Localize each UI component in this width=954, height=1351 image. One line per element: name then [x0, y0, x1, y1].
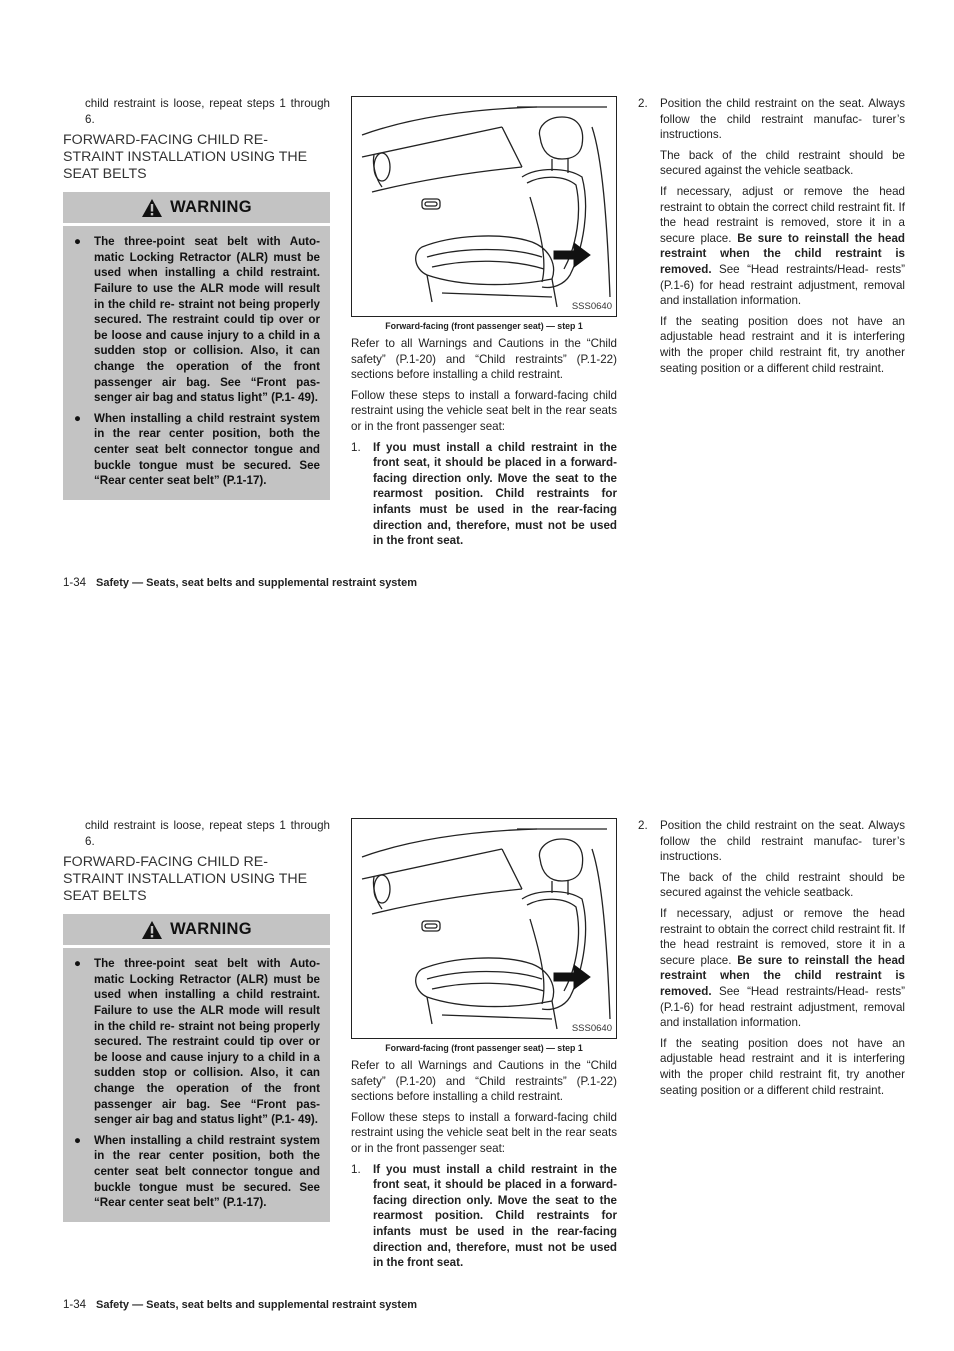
warning-header [63, 192, 330, 226]
head-restraint-paragraph [638, 184, 905, 309]
figure-code: SSS0640 [571, 1023, 612, 1034]
refer-paragraph: Refer to all Warnings and Cautions in the “Child safety” (P.1-20) and “Child restraints” (P.1-22) sections before installing a child restraint. [351, 337, 617, 382]
seat-drawing [352, 819, 617, 1039]
step-item [351, 1162, 617, 1271]
alternate-seat-paragraph: If the seating position does not have an adjustable head restraint and it is interfering with the proper child restraint fit, try another seating position or a different child restraint. [660, 1036, 905, 1097]
warning-header [63, 914, 330, 948]
refer-paragraph: Refer to all Warnings and Cautions in the “Child safety” (P.1-20) and “Child restraints” (P.1-22) sections before installing a child restraint. [351, 1059, 617, 1104]
bullet-icon: ● [74, 957, 82, 971]
left-column [63, 818, 330, 1222]
warning-item-text: The three-point seat belt with Auto- matic Locking Retractor (ALR) must be used when installing a child restraint. Failure to use the ALR mode will result in the child re- straint not being properly secured. The restraint could tip over or be loose and cause injury to a child in a sudden stop or collision. Also, it can change the operation of the front passenger air bag. See “Front pas- senger air bag and status light” (P.1- 49). [94, 235, 320, 405]
steps-list [351, 1162, 617, 1271]
bullet-icon: ● [74, 1133, 82, 1147]
steps-list-continued [638, 818, 905, 865]
step-item [638, 96, 905, 143]
seatback-paragraph: The back of the child restraint should be secured against the vehicle seatback. [660, 870, 905, 900]
steps-list-continued [638, 96, 905, 143]
step-text: If you must install a child restraint in the front seat, it should be placed in a forward-facing direction only. Move the seat to the rearmost position. Child restraints for infants must be used in the rear-facing direction and, therefore, must not be used in the front seat. [373, 1162, 617, 1270]
section-heading: FORWARD-FACING CHILD RE- STRAINT INSTALLATION USING THE SEAT BELTS [63, 854, 308, 905]
warning-item [73, 234, 320, 406]
middle-column [351, 96, 617, 549]
page-footer [63, 1299, 417, 1311]
figure-caption: Forward-facing (front passenger seat) — step 1 [385, 1043, 583, 1053]
manual-page-bottom [0, 722, 954, 1351]
continuation-text: child restraint is loose, repeat steps 1 through 6. [85, 97, 330, 126]
manual-page-top [0, 0, 954, 660]
warning-triangle-icon [141, 920, 163, 940]
page-footer [63, 577, 417, 589]
section-heading: FORWARD-FACING CHILD RE- STRAINT INSTALLATION USING THE SEAT BELTS [63, 132, 308, 183]
figure-code: SSS0640 [571, 301, 612, 312]
warning-list [63, 226, 330, 500]
step-text: Position the child restraint on the seat. Always follow the child restraint manufac- turer’s instructions. [660, 819, 905, 864]
right-column [638, 96, 905, 376]
page-number: 1-34 [63, 1299, 87, 1311]
seat-drawing [352, 97, 617, 317]
warning-item [73, 411, 320, 489]
warning-item-text: When installing a child restraint system in the rear center position, both the center seat belt connector tongue and buckle tongue must be secured. See “Rear center seat belt” (P.1-17). [94, 1133, 320, 1210]
head-restraint-text-a: If necessary, adjust or remove the head restraint to obtain the correct child restraint fit. If the head restraint is removed, store it in a secure place. [660, 906, 905, 967]
alternate-seat-paragraph: If the seating position does not have an adjustable head restraint and it is interfering with the proper child restraint fit, try another seating position or a different child restraint. [660, 314, 905, 375]
continuation-text: child restraint is loose, repeat steps 1 through 6. [85, 819, 330, 848]
step-number: 2. [638, 819, 648, 832]
warning-list [63, 948, 330, 1222]
bullet-icon: ● [74, 235, 82, 249]
warning-item [73, 956, 320, 1128]
head-restraint-text-bold: Be sure to reinstall the head restraint when the child restraint is removed. [660, 953, 905, 998]
step-item [351, 440, 617, 549]
warning-item-text: When installing a child restraint system in the rear center position, both the center seat belt connector tongue and buckle tongue must be secured. See “Rear center seat belt” (P.1-17). [94, 411, 320, 488]
head-restraint-paragraph [638, 906, 905, 1031]
middle-column [351, 818, 617, 1271]
head-restraint-text-c: See “Head restraints/Head- rests” (P.1-6) for head restraint adjustment, removal and installation information. [660, 984, 905, 1030]
step-number: 1. [351, 1162, 361, 1176]
seat-illustration [351, 818, 617, 1039]
step-number: 1. [351, 440, 361, 454]
warning-item-text: The three-point seat belt with Auto- matic Locking Retractor (ALR) must be used when installing a child restraint. Failure to use the ALR mode will result in the child re- straint not being properly secured. The restraint could tip over or be loose and cause injury to a child in a sudden stop or collision. Also, it can change the operation of the front passenger air bag. See “Front pas- senger air bag and status light” (P.1- 49). [94, 957, 320, 1127]
right-column [638, 818, 905, 1098]
warning-item [73, 1133, 320, 1211]
step-number: 2. [638, 97, 648, 110]
head-restraint-text-a: If necessary, adjust or remove the head restraint to obtain the correct child restraint fit. If the head restraint is removed, store it in a secure place. [660, 184, 905, 245]
head-restraint-text-bold: Be sure to reinstall the head restraint when the child restraint is removed. [660, 231, 905, 276]
follow-paragraph: Follow these steps to install a forward-facing child restraint using the vehicle seat belt in the rear seats or in the front passenger seat: [351, 1110, 617, 1155]
step-text: Position the child restraint on the seat. Always follow the child restraint manufac- turer’s instructions. [660, 97, 905, 142]
warning-triangle-icon [141, 198, 163, 218]
bullet-icon: ● [74, 411, 82, 425]
warning-title: WARNING [170, 198, 252, 217]
page-number: 1-34 [63, 577, 87, 589]
warning-box [63, 914, 330, 1222]
step-item [638, 818, 905, 865]
step-text: If you must install a child restraint in the front seat, it should be placed in a forward-facing direction only. Move the seat to the rearmost position. Child restraints for infants must be used in the rear-facing direction and, therefore, must not be used in the front seat. [373, 440, 617, 548]
footer-title: Safety — Seats, seat belts and supplemental restraint system [96, 1299, 417, 1311]
warning-box [63, 192, 330, 500]
follow-paragraph: Follow these steps to install a forward-facing child restraint using the vehicle seat belt in the rear seats or in the front passenger seat: [351, 388, 617, 433]
seatback-paragraph: The back of the child restraint should be secured against the vehicle seatback. [660, 148, 905, 178]
seat-illustration [351, 96, 617, 317]
steps-list [351, 440, 617, 549]
head-restraint-text-c: See “Head restraints/Head- rests” (P.1-6) for head restraint adjustment, removal and installation information. [660, 262, 905, 308]
warning-title: WARNING [170, 920, 252, 939]
figure-caption: Forward-facing (front passenger seat) — step 1 [385, 321, 583, 331]
left-column [63, 96, 330, 500]
footer-title: Safety — Seats, seat belts and supplemental restraint system [96, 577, 417, 589]
